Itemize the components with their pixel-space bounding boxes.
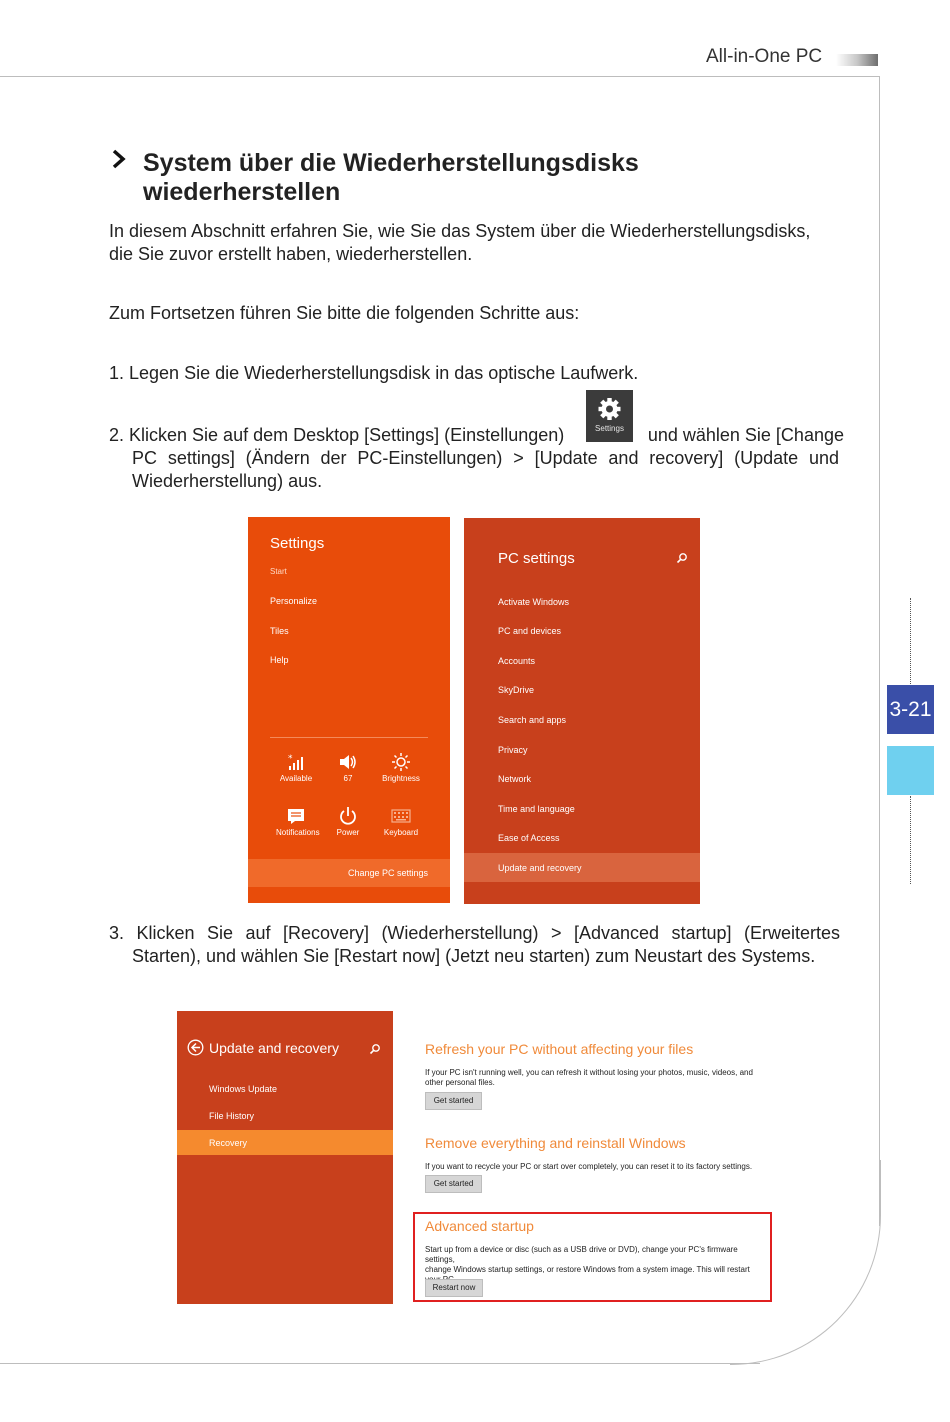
update-recovery-item-selected[interactable] bbox=[177, 1130, 393, 1155]
advanced-startup-title: Advanced startup bbox=[425, 1218, 534, 1234]
pc-settings-item[interactable]: Activate Windows bbox=[498, 597, 570, 607]
charm-item[interactable]: Tiles bbox=[270, 626, 289, 636]
step-3-line-1: 3. Klicken Sie auf [Recovery] (Wiederherstellung) > [Advanced startup] (Erweitertes bbox=[109, 923, 840, 943]
charm-subtitle: Start bbox=[270, 567, 287, 576]
frame-right-rule bbox=[879, 76, 880, 1226]
recovery-options-panel bbox=[410, 1011, 780, 1306]
step-2-start: 2. Klicken Sie auf dem Desktop [Settings] (Einstellungen) bbox=[109, 425, 565, 445]
pc-settings-item[interactable]: Ease of Access bbox=[498, 833, 560, 843]
refresh-desc bbox=[425, 1068, 765, 1088]
pc-settings-item[interactable]: PC and devices bbox=[498, 626, 562, 636]
pc-settings-item-label: Update and recovery bbox=[498, 863, 582, 873]
refresh-desc-line: other personal files. bbox=[425, 1078, 495, 1087]
pc-settings-item[interactable]: Privacy bbox=[498, 745, 528, 755]
advanced-desc-line: Start up from a device or disc (such as a USB drive or DVD), change your PC's firmware settings, bbox=[425, 1245, 738, 1264]
quick-setting-label: Brightness bbox=[382, 774, 420, 783]
svg-text:*: * bbox=[288, 754, 293, 764]
update-recovery-item[interactable]: Windows Update bbox=[209, 1084, 278, 1094]
power-icon bbox=[337, 807, 359, 825]
chapter-color-tab bbox=[887, 746, 934, 795]
step-3-rest: Starten), und wählen Sie [Restart now] (Jetzt neu starten) zum Neustart des Systems. bbox=[132, 946, 816, 966]
intro-line-1: In diesem Abschnitt erfahren Sie, wie Sie das System über die Wiederherstellungsdisks, bbox=[109, 221, 811, 241]
pc-settings-item[interactable]: Time and language bbox=[498, 804, 575, 814]
update-recovery-title: Update and recovery bbox=[209, 1040, 339, 1056]
pc-settings-item[interactable]: Accounts bbox=[498, 656, 536, 666]
keyboard-icon bbox=[390, 807, 412, 825]
intro-line-2: die Sie zuvor erstellt haben, wiederherstellen. bbox=[109, 244, 473, 264]
quick-setting-notifications[interactable] bbox=[276, 807, 320, 837]
pc-settings-item[interactable]: Network bbox=[498, 774, 532, 784]
charm-item[interactable]: Personalize bbox=[270, 596, 318, 606]
remove-desc: If you want to recycle your PC or start over completely, you can reset it to its factory settings. bbox=[425, 1162, 753, 1171]
settings-charm-icon bbox=[586, 390, 633, 442]
side-dotted-line-top bbox=[910, 598, 911, 684]
brightness-icon bbox=[390, 753, 412, 771]
remove-get-started-button[interactable]: Get started bbox=[425, 1175, 482, 1193]
frame-bottom-rule bbox=[0, 1363, 760, 1364]
remove-title: Remove everything and reinstall Windows bbox=[425, 1135, 686, 1151]
step-2-rest: PC settings] (Ändern der PC-Einstellungen) > [Update and recovery] (Update und Wiederherstellung) aus. bbox=[132, 448, 839, 491]
quick-setting-wifi[interactable] bbox=[276, 753, 316, 783]
pc-settings-item[interactable]: Search and apps bbox=[498, 715, 567, 725]
step-2-end: und wählen Sie [Change bbox=[647, 425, 844, 445]
quick-setting-keyboard[interactable] bbox=[381, 807, 421, 837]
chevron-right-icon bbox=[110, 148, 128, 170]
settings-charm-screenshot bbox=[248, 517, 450, 903]
quick-setting-brightness[interactable] bbox=[381, 753, 421, 783]
quick-setting-label: Power bbox=[336, 828, 360, 837]
quick-setting-label: 67 bbox=[343, 774, 353, 783]
refresh-get-started-button[interactable]: Get started bbox=[425, 1092, 482, 1110]
intro-paragraph bbox=[109, 220, 844, 266]
settings-icon-label: Settings bbox=[595, 424, 624, 433]
search-icon[interactable] bbox=[676, 552, 688, 564]
pc-settings-title: PC settings bbox=[498, 550, 575, 567]
side-dotted-line-bottom bbox=[910, 796, 911, 884]
header-gradient-bar bbox=[836, 54, 878, 66]
change-pc-settings-bar[interactable] bbox=[248, 859, 450, 887]
notifications-icon bbox=[285, 807, 307, 825]
volume-icon bbox=[337, 753, 359, 771]
quick-setting-label: Notifications bbox=[276, 828, 320, 837]
quick-setting-label: Available bbox=[279, 774, 313, 783]
update-recovery-item[interactable]: File History bbox=[209, 1111, 255, 1121]
quick-setting-volume[interactable] bbox=[328, 753, 368, 783]
section-heading: System über die Wiederherstellungsdisks wiederherstellen bbox=[143, 149, 639, 206]
gear-icon bbox=[586, 390, 633, 424]
step-1: 1. Legen Sie die Wiederherstellungsdisk in das optische Laufwerk. bbox=[109, 363, 639, 383]
continue-text: Zum Fortsetzen führen Sie bitte die folgenden Schritte aus: bbox=[109, 303, 580, 323]
pc-settings-item[interactable]: SkyDrive bbox=[498, 685, 535, 695]
refresh-title: Refresh your PC without affecting your files bbox=[425, 1041, 694, 1057]
page-number-tab: 3-21 bbox=[887, 685, 934, 734]
update-recovery-item-label: Recovery bbox=[209, 1138, 248, 1148]
charm-item[interactable]: Help bbox=[270, 655, 289, 665]
search-icon[interactable] bbox=[369, 1043, 381, 1055]
charm-title: Settings bbox=[270, 535, 325, 552]
header-rule bbox=[0, 76, 880, 77]
refresh-desc-line: If your PC isn't running well, you can refresh it without losing your photos, music, videos, and bbox=[425, 1068, 753, 1077]
header-title: All-in-One PC bbox=[706, 46, 823, 67]
quick-setting-power[interactable] bbox=[328, 807, 368, 837]
back-arrow-icon[interactable] bbox=[187, 1039, 204, 1056]
wifi-icon bbox=[285, 753, 307, 771]
advanced-desc-line: change Windows startup settings, or restore Windows from a system image. This will restart bbox=[425, 1265, 750, 1274]
pc-settings-item-selected[interactable] bbox=[464, 853, 700, 882]
change-pc-settings-label: Change PC settings bbox=[347, 868, 428, 878]
pc-settings-screenshot bbox=[464, 518, 700, 904]
quick-setting-label: Keyboard bbox=[383, 828, 419, 837]
restart-now-button[interactable]: Restart now bbox=[425, 1279, 483, 1297]
update-recovery-screenshot bbox=[177, 1011, 393, 1304]
charm-divider bbox=[270, 737, 428, 738]
